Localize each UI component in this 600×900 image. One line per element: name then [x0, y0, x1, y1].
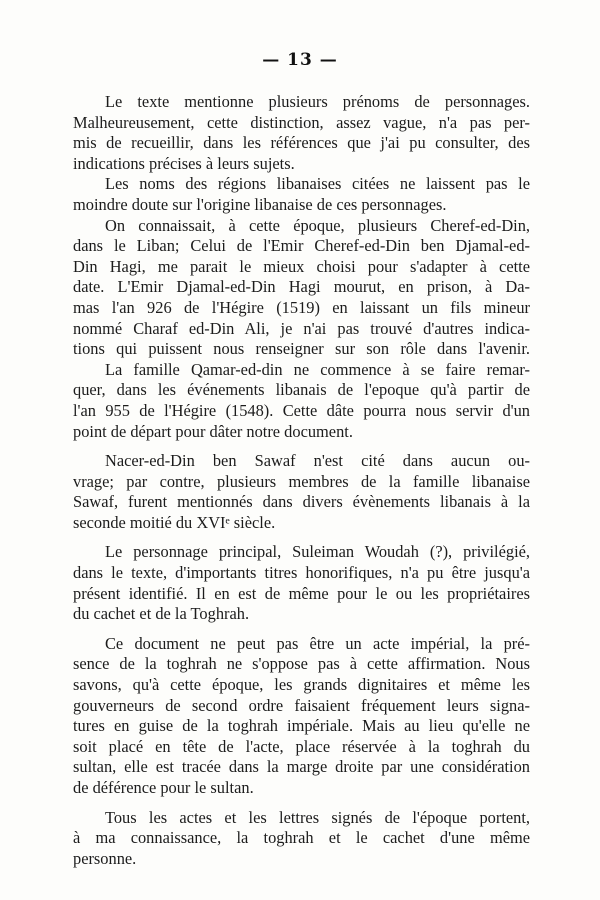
text-line: Sawaf, furent mentionnés dans divers évènements libanais à la: [73, 492, 530, 512]
text-line: dans le Liban; Celui de l'Emir Cheref-ed-Din ben Djamal-ed-: [73, 236, 530, 256]
text-line: personne.: [73, 848, 137, 868]
text-line: moindre doute sur l'origine libanaise de ces personnages.: [73, 194, 447, 214]
paragraph-1: [73, 92, 530, 174]
text-line: mis de recueillir, dans les références que j'ai pu consulter, des: [73, 133, 530, 153]
text-line: du cachet et de la Toghrah.: [73, 604, 250, 624]
text-line: Le personnage principal, Suleiman Woudah (?), privilégié,: [105, 542, 530, 562]
text-line: Le texte mentionne plusieurs prénoms de personnages.: [105, 92, 530, 111]
text-line: On connaissait, à cette époque, plusieurs Cheref-ed-Din,: [105, 215, 530, 235]
text-line: gouverneurs de second ordre faisaient fréquement leurs signa-: [73, 695, 530, 715]
text-line: tures en guise de la toghrah impériale. Mais au lieu qu'elle ne: [73, 716, 530, 736]
text-line: La famille Qamar-ed-din ne commence à se faire remar-: [105, 359, 530, 379]
text-line: mas l'an 926 de l'Hégire (1519) en laissant un fils mineur: [73, 297, 530, 317]
text-line: savons, qu'à cette époque, les grands dignitaires et même les: [73, 675, 530, 695]
text-line: présent identifié. Il en est de même pour le ou les propriétaires: [73, 583, 530, 603]
text-line: Les noms des régions libanaises citées ne laissent pas le: [105, 174, 530, 194]
text-line: de déférence pour le sultan.: [73, 778, 254, 797]
text-line: Ce document ne peut pas être un acte impérial, la pré-: [105, 633, 530, 653]
paragraph-7: [73, 634, 530, 799]
text-line: l'an 955 de l'Hégire (1548). Cette dâte pourra nous servir d'un: [73, 400, 530, 420]
paragraph-3: [73, 216, 530, 360]
paragraph-2: [73, 174, 530, 215]
paragraph-6: [73, 542, 530, 624]
paragraph-5: [73, 451, 530, 533]
paragraph-4: [73, 360, 530, 442]
text-line: nommé Charaf ed-Din Ali, je n'ai pas trouvé d'autres indica-: [73, 318, 530, 338]
text-line: seconde moitié du XVIᵉ siècle.: [73, 512, 276, 532]
text-line: Din Hagi, me parait le mieux choisi pour s'adapter à cette: [73, 256, 530, 276]
text-line: à ma connaissance, la toghrah et le cachet d'une même: [73, 828, 530, 848]
text-line: dans le texte, d'importants titres honorifiques, n'a pu être jusqu'a: [73, 563, 530, 583]
body-text: [73, 92, 530, 869]
paragraph-8: [73, 808, 530, 870]
text-line: vrage; par contre, plusieurs membres de la famille libanaise: [73, 471, 530, 491]
text-line: sultan, elle est tracée dans la marge droite par une considération: [73, 757, 530, 777]
text-line: indications précises à leurs sujets.: [73, 153, 295, 173]
text-line: soit placé en tête de l'acte, place réservée à la toghrah du: [73, 736, 530, 756]
text-line: Malheureusement, cette distinction, assez vague, n'a pas per-: [73, 112, 530, 132]
text-line: point de départ pour dâter notre document.: [73, 421, 353, 441]
text-line: quer, dans les événements libanais de l'epoque qu'à partir de: [73, 380, 530, 400]
page-number: — 13 —: [262, 50, 338, 70]
text-line: sence de la toghrah ne s'oppose pas à cette affirmation. Nous: [73, 654, 530, 674]
text-line: Tous les actes et les lettres signés de l'époque portent,: [105, 807, 530, 827]
text-line: date. L'Emir Djamal-ed-Din Hagi mourut, en prison, à Da-: [73, 277, 530, 297]
text-line: tions qui puissent nous renseigner sur son rôle dans l'avenir.: [73, 339, 530, 359]
text-line: Nacer-ed-Din ben Sawaf n'est cité dans aucun ou-: [105, 451, 530, 471]
